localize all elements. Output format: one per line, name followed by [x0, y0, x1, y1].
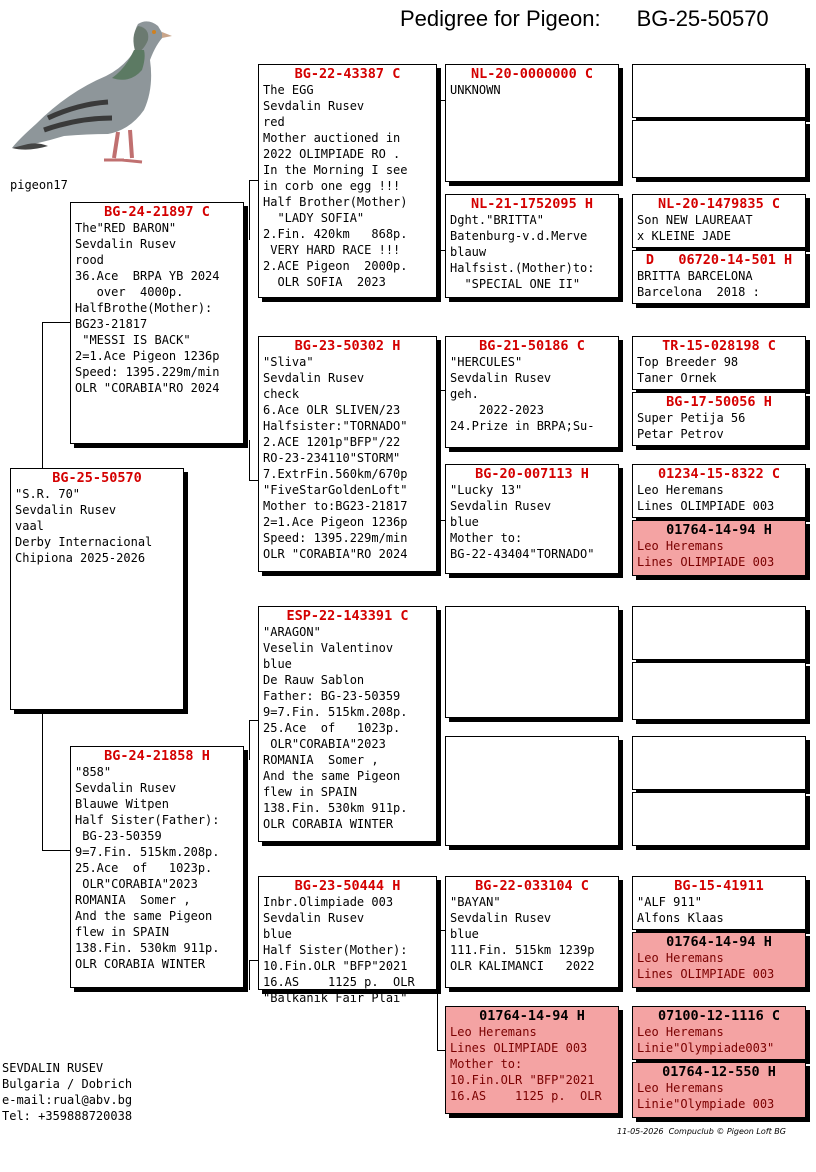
detail-line: in corb one egg !!!	[263, 179, 401, 193]
detail-line: 10.Fin.OLR "BFP"2021	[263, 959, 408, 973]
detail-line: Petar Petrov	[637, 427, 724, 441]
pedigree-card-mmfm[interactable]	[632, 932, 806, 988]
pedigree-card-mother[interactable]	[70, 746, 244, 988]
detail-line: blauw	[450, 245, 487, 259]
ring-number: BG-22-43387 C	[294, 66, 401, 82]
detail-line: 16.AS 1125 p. OLR	[450, 1089, 602, 1103]
detail-line: Veselin Valentinov	[263, 641, 394, 655]
ring-number: BG-23-50302 H	[294, 338, 401, 354]
detail-line: "LADY SOFIA"	[263, 211, 365, 225]
connector	[249, 720, 250, 760]
detail-line: Half Sister(Father):	[75, 813, 220, 827]
detail-line: 2022-2023	[450, 403, 544, 417]
pedigree-card-mfff-empty[interactable]	[632, 606, 806, 660]
ring-number: NL-20-1479835 C	[658, 196, 780, 212]
detail-line: Speed: 1395.229m/min	[263, 531, 408, 545]
connector	[249, 960, 250, 990]
detail-line: Bulgaria / Dobrich	[2, 1077, 133, 1091]
ring-number: TR-15-028198 C	[662, 338, 776, 354]
pedigree-card-mmf[interactable]	[445, 876, 619, 988]
detail-line: Derby Internacional	[15, 535, 153, 549]
ring-number: NL-20-0000000 C	[471, 66, 593, 82]
detail-line: 16.AS 1125 p. OLR	[263, 975, 415, 989]
detail-line: OLR "CORABIA"RO 2024	[263, 547, 408, 561]
card-details	[446, 1024, 618, 1104]
pedigree-card-fmff[interactable]	[632, 336, 806, 390]
ring-number: ESP-22-143391 C	[286, 608, 409, 624]
detail-line: Leo Heremans	[637, 951, 724, 965]
detail-line: "Lucky 13"	[450, 483, 523, 497]
detail-line: Speed: 1395.229m/min	[75, 365, 220, 379]
detail-line: BRITTA BARCELONA	[637, 269, 753, 283]
detail-line: In the Morning I see	[263, 163, 408, 177]
detail-line: Lines OLIMPIADE 003	[450, 1041, 588, 1055]
pedigree-card-mmff[interactable]	[632, 876, 806, 930]
detail-line: Mother to:	[450, 1057, 523, 1071]
detail-line: ROMANIA Somer ,	[263, 753, 379, 767]
card-details	[71, 220, 243, 396]
detail-line: BG-23-50359	[75, 829, 162, 843]
detail-line: The EGG	[263, 83, 314, 97]
detail-line: red	[263, 115, 285, 129]
ring-number: BG-22-033104 C	[475, 878, 589, 894]
detail-line: Sevdalin Rusev	[75, 237, 177, 251]
card-details	[633, 212, 805, 244]
detail-line: flew in SPAIN	[263, 785, 357, 799]
card-details	[633, 1024, 805, 1056]
title-ring: BG-25-50570	[636, 6, 769, 31]
ring-number: 01764-14-94 H	[666, 522, 772, 538]
detail-line: "BAYAN"	[450, 895, 501, 909]
detail-line: Father: BG-23-50359	[263, 689, 401, 703]
page-title	[400, 6, 769, 32]
detail-line: HalfBrothe(Mother):	[75, 301, 213, 315]
pedigree-card-mfmm-empty[interactable]	[632, 792, 806, 846]
detail-line: De Rauw Sablon	[263, 673, 365, 687]
detail-line: Chipiona 2025-2026	[15, 551, 146, 565]
detail-line: Tel: +359888720038	[2, 1109, 133, 1123]
ring-number: BG-20-007113 H	[475, 466, 589, 482]
detail-line: RO-23-234110"STORM"	[263, 451, 401, 465]
pedigree-card-mmm[interactable]	[445, 1006, 619, 1114]
detail-line: 6.Ace OLR SLIVEN/23	[263, 403, 401, 417]
card-details	[446, 894, 618, 974]
detail-line: over 4000p.	[75, 285, 184, 299]
detail-line: Sevdalin Rusev	[450, 371, 552, 385]
detail-line: 25.Ace of 1023p.	[263, 721, 401, 735]
detail-line: OLR CORABIA WINTER	[75, 957, 206, 971]
detail-line: Leo Heremans	[637, 1025, 724, 1039]
detail-line: 138.Fin. 530km 911p.	[75, 941, 220, 955]
pedigree-card-father[interactable]	[70, 202, 244, 444]
detail-line: Lines OLIMPIADE 003	[637, 555, 775, 569]
connector	[437, 100, 438, 250]
detail-line: 138.Fin. 530km 911p.	[263, 801, 408, 815]
detail-line: Barcelona 2018 :	[637, 285, 760, 299]
pedigree-card-mmmm[interactable]	[632, 1062, 806, 1118]
pedigree-card-fmfm[interactable]	[632, 392, 806, 446]
detail-line: geh.	[450, 387, 479, 401]
detail-line: VERY HARD RACE !!!	[263, 243, 401, 257]
detail-line: Half Brother(Mother)	[263, 195, 408, 209]
detail-line: rood	[75, 253, 104, 267]
ring-number: BG-15-41911	[674, 878, 764, 894]
pedigree-card-fff[interactable]	[445, 64, 619, 182]
detail-line: "MESSI IS BACK"	[75, 333, 191, 347]
detail-line: UNKNOWN	[450, 83, 501, 97]
card-details	[11, 486, 183, 566]
detail-line: Sevdalin Rusev	[450, 911, 552, 925]
detail-line: Sevdalin Rusev	[450, 499, 552, 513]
detail-line: OLR"CORABIA"2023	[263, 737, 386, 751]
detail-line: SEVDALIN RUSEV	[2, 1061, 104, 1075]
connector	[42, 322, 43, 470]
detail-line: Sevdalin Rusev	[263, 911, 365, 925]
ring-number: BG-17-50056 H	[666, 394, 772, 410]
detail-line: vaal	[15, 519, 44, 533]
detail-line: Alfons Klaas	[637, 911, 724, 925]
detail-line: Top Breeder 98	[637, 355, 739, 369]
detail-line: Leo Heremans	[637, 483, 724, 497]
detail-line: Batenburg-v.d.Merve	[450, 229, 588, 243]
detail-line: Linie"Olympiade003"	[637, 1041, 775, 1055]
detail-line: Mother to:	[450, 531, 523, 545]
ring-number: NL-21-1752095 H	[471, 196, 593, 212]
detail-line: 2.Fin. 420km 868p.	[263, 227, 408, 241]
ring-number: D 06720-14-501 H	[645, 252, 793, 268]
pedigree-card-ff[interactable]	[258, 64, 437, 298]
detail-line: 2=1.Ace Pigeon 1236p	[75, 349, 220, 363]
pigeon-photo	[8, 14, 178, 174]
detail-line: Super Petija 56	[637, 411, 746, 425]
card-details	[633, 410, 805, 442]
card-details	[446, 212, 618, 292]
ring-number: BG-23-50444 H	[294, 878, 401, 894]
detail-line: blue	[450, 927, 479, 941]
detail-line: 10.Fin.OLR "BFP"2021	[450, 1073, 595, 1087]
detail-line: Son NEW LAUREAAT	[637, 213, 753, 227]
pedigree-card-mf[interactable]	[258, 606, 437, 842]
ring-number: BG-25-50570	[52, 470, 142, 486]
detail-line: 9=7.Fin. 515km.208p.	[263, 705, 408, 719]
ring-number: BG-24-21858 H	[104, 748, 210, 764]
title-prefix: Pedigree for Pigeon:	[400, 6, 601, 31]
pedigree-card-subject[interactable]	[10, 468, 184, 710]
photo-caption: pigeon17	[10, 178, 68, 192]
detail-line: Halfsister:"TORNADO"	[263, 419, 408, 433]
detail-line: OLR"CORABIA"2023	[75, 877, 198, 891]
pedigree-card-mfmf-empty[interactable]	[632, 736, 806, 790]
card-details	[633, 482, 805, 514]
detail-line: Sevdalin Rusev	[263, 99, 365, 113]
detail-line: 25.Ace of 1023p.	[75, 861, 213, 875]
detail-line: Half Sister(Mother):	[263, 943, 408, 957]
card-details	[633, 894, 805, 926]
detail-line: Leo Heremans	[637, 539, 724, 553]
pedigree-card-mm[interactable]	[258, 876, 437, 1005]
detail-line: "Sliva"	[263, 355, 314, 369]
detail-line: Lines OLIMPIADE 003	[637, 967, 775, 981]
detail-line: Mother auctioned in	[263, 131, 401, 145]
detail-line: ROMANIA Somer ,	[75, 893, 191, 907]
card-details	[259, 894, 436, 1006]
detail-line: 2022 OLIMPIADE RO .	[263, 147, 401, 161]
connector	[249, 440, 250, 480]
detail-line: 36.Ace BRPA YB 2024	[75, 269, 220, 283]
owner-contact	[2, 1060, 132, 1124]
detail-line: OLR "CORABIA"RO 2024	[75, 381, 220, 395]
ring-number: BG-21-50186 C	[479, 338, 585, 354]
pedigree-card-fm[interactable]	[258, 336, 437, 572]
pedigree-card-mffm-empty[interactable]	[632, 662, 806, 720]
footer-credit: 11-05-2026 Compuclub © Pigeon Loft BG	[617, 1127, 786, 1136]
pedigree-card-fffM-empty[interactable]	[632, 120, 806, 178]
detail-line: blue	[263, 657, 292, 671]
detail-line: "Balkanik Fair Plai"	[263, 991, 408, 1005]
card-details	[259, 354, 436, 562]
detail-line: Sevdalin Rusev	[75, 781, 177, 795]
pedigree-card-fmf[interactable]	[445, 336, 619, 448]
detail-line: OLR KALIMANCI 2022	[450, 959, 595, 973]
detail-line: BG23-21817	[75, 317, 148, 331]
ring-number: 01234-15-8322 C	[658, 466, 780, 482]
card-details	[446, 82, 618, 98]
detail-line: The"RED BARON"	[75, 221, 177, 235]
detail-line: OLR CORABIA WINTER	[263, 817, 394, 831]
detail-line: "ARAGON"	[263, 625, 321, 639]
pedigree-card-mfm-empty[interactable]	[445, 736, 619, 846]
detail-line: Linie"Olympiade 003	[637, 1097, 775, 1111]
card-details	[446, 482, 618, 562]
detail-line: flew in SPAIN	[75, 925, 169, 939]
pedigree-card-ffmf[interactable]	[632, 194, 806, 248]
detail-line: Dght."BRITTA"	[450, 213, 544, 227]
card-details	[446, 354, 618, 434]
detail-line: "FiveStarGoldenLoft"	[263, 483, 408, 497]
detail-line: 2=1.Ace Pigeon 1236p	[263, 515, 408, 529]
detail-line: 7.ExtrFin.560km/670p	[263, 467, 408, 481]
detail-line: 9=7.Fin. 515km.208p.	[75, 845, 220, 859]
detail-line: e-mail:rual@abv.bg	[2, 1093, 133, 1107]
detail-line: blue	[263, 927, 292, 941]
detail-line: Leo Heremans	[637, 1081, 724, 1095]
detail-line: "S.R. 70"	[15, 487, 81, 501]
ring-number: BG-24-21897 C	[104, 204, 210, 220]
detail-line: 24.Prize in BRPA;Su-	[450, 419, 595, 433]
detail-line: "SPECIAL ONE II"	[450, 277, 581, 291]
pedigree-card-fmmm[interactable]	[632, 520, 806, 576]
detail-line: Sevdalin Rusev	[15, 503, 117, 517]
detail-line: Blauwe Witpen	[75, 797, 169, 811]
pedigree-card-fmm[interactable]	[445, 464, 619, 574]
card-details	[259, 624, 436, 832]
detail-line: 2.ACE 1201p"BFP"/22	[263, 435, 401, 449]
detail-line: Halfsist.(Mother)to:	[450, 261, 595, 275]
connector	[437, 390, 438, 520]
ring-number: 01764-14-94 H	[666, 934, 772, 950]
card-details	[633, 950, 805, 982]
detail-line: Leo Heremans	[450, 1025, 537, 1039]
pedigree-card-ffmm[interactable]	[632, 250, 806, 304]
detail-line: 2.ACE Pigeon 2000p.	[263, 259, 408, 273]
detail-line: "HERCULES"	[450, 355, 523, 369]
pedigree-card-fffF-empty[interactable]	[632, 64, 806, 118]
detail-line: OLR SOFIA 2023	[263, 275, 386, 289]
detail-line: blue	[450, 515, 479, 529]
detail-line: Lines OLIMPIADE 003	[637, 499, 775, 513]
detail-line: And the same Pigeon	[263, 769, 401, 783]
card-details	[633, 268, 805, 300]
connector	[249, 180, 250, 240]
detail-line: check	[263, 387, 300, 401]
card-details	[633, 1080, 805, 1112]
connector	[437, 930, 438, 1050]
pedigree-card-mff-empty[interactable]	[445, 606, 619, 718]
card-details	[259, 82, 436, 290]
detail-line: Inbr.Olimpiade 003	[263, 895, 394, 909]
pedigree-card-fmmf[interactable]	[632, 464, 806, 518]
detail-line: BG-22-43404"TORNADO"	[450, 547, 595, 561]
connector	[42, 710, 43, 850]
card-details	[71, 764, 243, 972]
detail-line: 111.Fin. 515km 1239p	[450, 943, 595, 957]
card-details	[633, 354, 805, 386]
pedigree-card-ffm[interactable]	[445, 194, 619, 298]
detail-line: Mother to:BG23-21817	[263, 499, 408, 513]
detail-line: x KLEINE JADE	[637, 229, 731, 243]
connector	[42, 850, 71, 851]
connector	[42, 322, 71, 323]
ring-number: 07100-12-1116 C	[658, 1008, 780, 1024]
card-details	[633, 538, 805, 570]
ring-number: 01764-14-94 H	[479, 1008, 585, 1024]
detail-line: Sevdalin Rusev	[263, 371, 365, 385]
detail-line: "858"	[75, 765, 112, 779]
pedigree-card-mmmf[interactable]	[632, 1006, 806, 1060]
detail-line: And the same Pigeon	[75, 909, 213, 923]
detail-line: "ALF 911"	[637, 895, 703, 909]
ring-number: 01764-12-550 H	[662, 1064, 776, 1080]
detail-line: Taner Ornek	[637, 371, 717, 385]
